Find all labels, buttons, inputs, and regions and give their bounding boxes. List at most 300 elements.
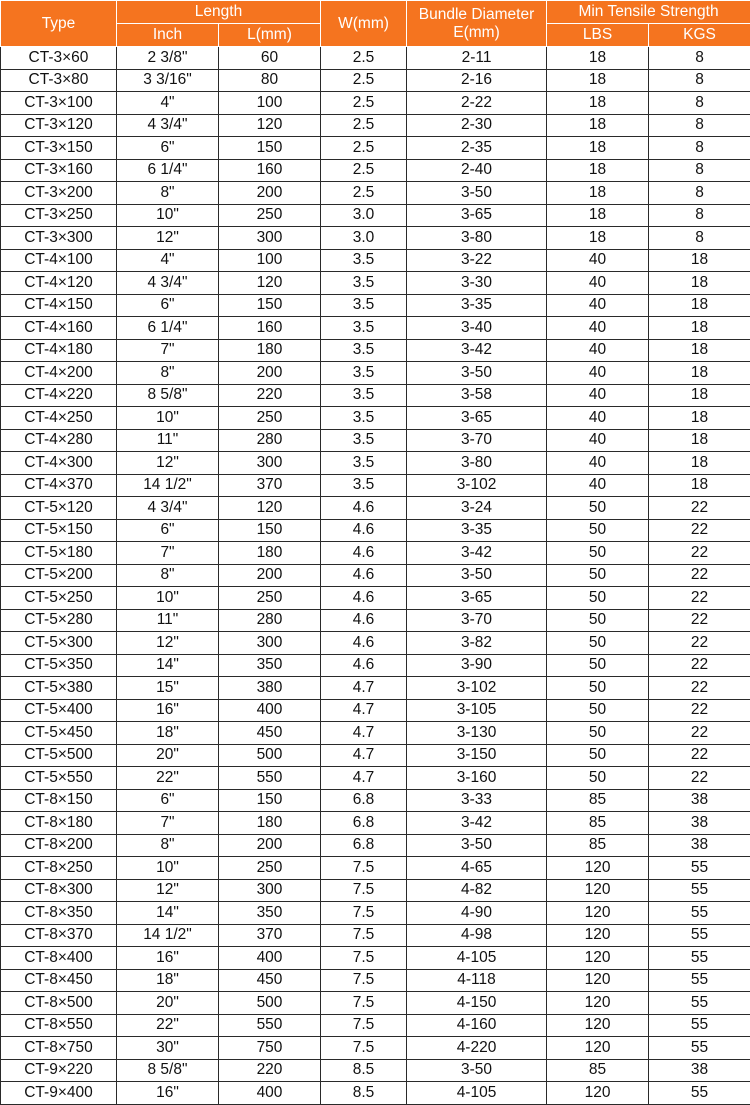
cell-bundle-diameter: 3-35 <box>407 294 547 317</box>
table-row <box>1 339 750 362</box>
cell-type: CT-8×550 <box>1 1014 117 1037</box>
table-row <box>1 1059 750 1082</box>
cell-type: CT-5×300 <box>1 632 117 655</box>
cell-kgs: 22 <box>649 677 750 700</box>
cell-lbs: 18 <box>547 227 649 250</box>
cell-length-mm: 220 <box>219 384 321 407</box>
cell-type: CT-8×500 <box>1 992 117 1015</box>
cell-width: 4.6 <box>321 632 407 655</box>
table-body <box>1 47 750 1105</box>
header-bundle-diameter <box>407 1 547 47</box>
cell-kgs: 55 <box>649 902 750 925</box>
cell-kgs: 18 <box>649 339 750 362</box>
cell-kgs: 55 <box>649 969 750 992</box>
cell-lbs: 120 <box>547 947 649 970</box>
table-row <box>1 519 750 542</box>
cell-length-mm: 250 <box>219 204 321 227</box>
table-row <box>1 609 750 632</box>
cell-kgs: 22 <box>649 744 750 767</box>
cell-lbs: 18 <box>547 204 649 227</box>
table-row <box>1 159 750 182</box>
cell-lbs: 40 <box>547 407 649 430</box>
cell-kgs: 8 <box>649 69 750 92</box>
table-header <box>1 1 750 47</box>
cell-type: CT-5×250 <box>1 587 117 610</box>
cell-length-mm: 380 <box>219 677 321 700</box>
cell-type: CT-3×150 <box>1 137 117 160</box>
cell-lbs: 40 <box>547 384 649 407</box>
table-row <box>1 204 750 227</box>
cell-lbs: 18 <box>547 137 649 160</box>
cell-lbs: 50 <box>547 542 649 565</box>
cell-lbs: 85 <box>547 834 649 857</box>
cell-inch: 8 5/8" <box>117 1059 219 1082</box>
cell-length-mm: 180 <box>219 542 321 565</box>
cell-length-mm: 200 <box>219 834 321 857</box>
table-row <box>1 947 750 970</box>
cell-length-mm: 150 <box>219 519 321 542</box>
cell-lbs: 50 <box>547 632 649 655</box>
cell-length-mm: 60 <box>219 47 321 70</box>
cell-width: 3.0 <box>321 227 407 250</box>
table-row <box>1 924 750 947</box>
cell-bundle-diameter: 4-82 <box>407 879 547 902</box>
cell-length-mm: 750 <box>219 1037 321 1060</box>
table-row <box>1 812 750 835</box>
cell-width: 4.7 <box>321 744 407 767</box>
cell-lbs: 50 <box>547 609 649 632</box>
cell-bundle-diameter: 4-160 <box>407 1014 547 1037</box>
cell-width: 3.5 <box>321 294 407 317</box>
cell-bundle-diameter: 3-50 <box>407 362 547 385</box>
cell-type: CT-3×200 <box>1 182 117 205</box>
cell-length-mm: 500 <box>219 744 321 767</box>
cell-inch: 8" <box>117 182 219 205</box>
cell-width: 3.5 <box>321 429 407 452</box>
cell-width: 3.5 <box>321 272 407 295</box>
cell-bundle-diameter: 3-50 <box>407 564 547 587</box>
cell-lbs: 120 <box>547 992 649 1015</box>
cell-length-mm: 120 <box>219 272 321 295</box>
cell-bundle-diameter: 3-65 <box>407 204 547 227</box>
cell-inch: 7" <box>117 542 219 565</box>
cell-width: 3.0 <box>321 204 407 227</box>
cell-inch: 4" <box>117 92 219 115</box>
cell-type: CT-8×350 <box>1 902 117 925</box>
cell-kgs: 22 <box>649 722 750 745</box>
cell-bundle-diameter: 4-105 <box>407 1082 547 1105</box>
table-row <box>1 857 750 880</box>
cell-inch: 14" <box>117 654 219 677</box>
cell-bundle-diameter: 3-65 <box>407 587 547 610</box>
header-inch: Inch <box>117 24 219 47</box>
cell-width: 3.5 <box>321 407 407 430</box>
table-row <box>1 699 750 722</box>
table-row <box>1 789 750 812</box>
cell-length-mm: 550 <box>219 767 321 790</box>
cell-inch: 14" <box>117 902 219 925</box>
header-bundle-line1: Bundle Diameter <box>419 6 534 23</box>
cell-length-mm: 300 <box>219 879 321 902</box>
cell-kgs: 18 <box>649 272 750 295</box>
table-row <box>1 69 750 92</box>
table-row <box>1 114 750 137</box>
cell-bundle-diameter: 4-65 <box>407 857 547 880</box>
cell-lbs: 120 <box>547 924 649 947</box>
cell-inch: 7" <box>117 339 219 362</box>
cell-kgs: 8 <box>649 137 750 160</box>
cell-length-mm: 150 <box>219 294 321 317</box>
cell-lbs: 85 <box>547 812 649 835</box>
cell-width: 7.5 <box>321 924 407 947</box>
cell-bundle-diameter: 3-160 <box>407 767 547 790</box>
cell-length-mm: 200 <box>219 362 321 385</box>
cell-type: CT-4×220 <box>1 384 117 407</box>
cell-width: 2.5 <box>321 47 407 70</box>
cell-width: 4.7 <box>321 722 407 745</box>
table-row <box>1 362 750 385</box>
cell-width: 3.5 <box>321 362 407 385</box>
cell-type: CT-8×150 <box>1 789 117 812</box>
cell-type: CT-4×160 <box>1 317 117 340</box>
header-tensile-strength: Min Tensile Strength <box>547 1 750 24</box>
cell-kgs: 18 <box>649 429 750 452</box>
cell-inch: 6" <box>117 519 219 542</box>
header-bundle-line2: E(mm) <box>453 24 500 41</box>
cell-kgs: 22 <box>649 497 750 520</box>
cell-bundle-diameter: 2-30 <box>407 114 547 137</box>
cell-length-mm: 200 <box>219 182 321 205</box>
cell-type: CT-5×400 <box>1 699 117 722</box>
cell-type: CT-5×380 <box>1 677 117 700</box>
cell-length-mm: 120 <box>219 114 321 137</box>
cell-length-mm: 370 <box>219 924 321 947</box>
cell-type: CT-5×500 <box>1 744 117 767</box>
cell-width: 2.5 <box>321 182 407 205</box>
cell-bundle-diameter: 4-220 <box>407 1037 547 1060</box>
header-length-mm: L(mm) <box>219 24 321 47</box>
cell-kgs: 18 <box>649 452 750 475</box>
cell-lbs: 40 <box>547 362 649 385</box>
table-row <box>1 1014 750 1037</box>
cell-width: 4.6 <box>321 519 407 542</box>
table-row <box>1 407 750 430</box>
cell-lbs: 18 <box>547 114 649 137</box>
cell-type: CT-5×150 <box>1 519 117 542</box>
cell-width: 4.6 <box>321 542 407 565</box>
cell-length-mm: 180 <box>219 812 321 835</box>
cell-length-mm: 350 <box>219 654 321 677</box>
table-row <box>1 969 750 992</box>
cell-kgs: 22 <box>649 542 750 565</box>
cell-bundle-diameter: 3-58 <box>407 384 547 407</box>
cell-kgs: 22 <box>649 564 750 587</box>
cell-bundle-diameter: 3-30 <box>407 272 547 295</box>
cell-length-mm: 150 <box>219 789 321 812</box>
cell-bundle-diameter: 3-35 <box>407 519 547 542</box>
cell-kgs: 55 <box>649 1037 750 1060</box>
cell-length-mm: 200 <box>219 564 321 587</box>
cell-type: CT-3×160 <box>1 159 117 182</box>
cell-bundle-diameter: 3-40 <box>407 317 547 340</box>
cell-lbs: 50 <box>547 767 649 790</box>
cell-length-mm: 280 <box>219 429 321 452</box>
cell-lbs: 50 <box>547 519 649 542</box>
table-row <box>1 317 750 340</box>
cell-width: 4.6 <box>321 497 407 520</box>
cell-type: CT-4×280 <box>1 429 117 452</box>
cell-lbs: 50 <box>547 497 649 520</box>
cell-type: CT-5×180 <box>1 542 117 565</box>
cell-lbs: 85 <box>547 1059 649 1082</box>
cell-length-mm: 500 <box>219 992 321 1015</box>
table-row <box>1 1082 750 1105</box>
cell-inch: 4" <box>117 249 219 272</box>
cell-kgs: 8 <box>649 204 750 227</box>
cell-bundle-diameter: 3-70 <box>407 429 547 452</box>
cell-type: CT-8×250 <box>1 857 117 880</box>
cell-kgs: 22 <box>649 699 750 722</box>
cell-length-mm: 400 <box>219 947 321 970</box>
cell-type: CT-4×370 <box>1 474 117 497</box>
cell-bundle-diameter: 3-102 <box>407 677 547 700</box>
cell-width: 2.5 <box>321 137 407 160</box>
table-row <box>1 542 750 565</box>
cell-bundle-diameter: 3-42 <box>407 812 547 835</box>
cell-lbs: 120 <box>547 1014 649 1037</box>
cell-width: 2.5 <box>321 159 407 182</box>
cell-width: 3.5 <box>321 249 407 272</box>
cell-inch: 11" <box>117 609 219 632</box>
cell-lbs: 120 <box>547 1037 649 1060</box>
cell-length-mm: 160 <box>219 317 321 340</box>
cell-width: 8.5 <box>321 1082 407 1105</box>
cell-bundle-diameter: 3-22 <box>407 249 547 272</box>
cell-length-mm: 300 <box>219 632 321 655</box>
cell-width: 6.8 <box>321 812 407 835</box>
cell-length-mm: 450 <box>219 722 321 745</box>
cell-lbs: 40 <box>547 452 649 475</box>
cell-length-mm: 450 <box>219 969 321 992</box>
cell-inch: 10" <box>117 587 219 610</box>
cell-bundle-diameter: 4-150 <box>407 992 547 1015</box>
cell-lbs: 120 <box>547 902 649 925</box>
cell-bundle-diameter: 3-50 <box>407 182 547 205</box>
cell-type: CT-3×300 <box>1 227 117 250</box>
cell-inch: 8" <box>117 564 219 587</box>
cell-width: 7.5 <box>321 879 407 902</box>
table-row <box>1 992 750 1015</box>
table-row <box>1 137 750 160</box>
cell-inch: 20" <box>117 992 219 1015</box>
cell-inch: 18" <box>117 969 219 992</box>
cell-bundle-diameter: 3-24 <box>407 497 547 520</box>
cell-length-mm: 300 <box>219 452 321 475</box>
cell-length-mm: 550 <box>219 1014 321 1037</box>
cell-lbs: 18 <box>547 159 649 182</box>
cell-type: CT-3×250 <box>1 204 117 227</box>
cell-type: CT-3×100 <box>1 92 117 115</box>
cell-inch: 2 3/8" <box>117 47 219 70</box>
cell-inch: 22" <box>117 767 219 790</box>
cell-width: 7.5 <box>321 947 407 970</box>
cell-inch: 14 1/2" <box>117 474 219 497</box>
cell-width: 7.5 <box>321 1014 407 1037</box>
cell-kgs: 55 <box>649 1082 750 1105</box>
cell-kgs: 55 <box>649 879 750 902</box>
cell-type: CT-4×150 <box>1 294 117 317</box>
cell-kgs: 8 <box>649 159 750 182</box>
cell-length-mm: 300 <box>219 227 321 250</box>
cell-type: CT-4×120 <box>1 272 117 295</box>
cell-width: 4.6 <box>321 654 407 677</box>
cell-length-mm: 100 <box>219 92 321 115</box>
table-row <box>1 834 750 857</box>
table-row <box>1 47 750 70</box>
cell-kgs: 22 <box>649 609 750 632</box>
cell-width: 4.7 <box>321 677 407 700</box>
cell-type: CT-3×80 <box>1 69 117 92</box>
cell-kgs: 38 <box>649 812 750 835</box>
cell-inch: 10" <box>117 407 219 430</box>
cell-width: 4.6 <box>321 587 407 610</box>
cell-width: 7.5 <box>321 969 407 992</box>
cell-type: CT-5×350 <box>1 654 117 677</box>
cell-inch: 8" <box>117 834 219 857</box>
cell-lbs: 50 <box>547 722 649 745</box>
cell-width: 7.5 <box>321 992 407 1015</box>
cell-bundle-diameter: 3-82 <box>407 632 547 655</box>
cell-length-mm: 350 <box>219 902 321 925</box>
table-row <box>1 564 750 587</box>
cell-inch: 22" <box>117 1014 219 1037</box>
table-row <box>1 722 750 745</box>
cell-kgs: 18 <box>649 407 750 430</box>
cell-kgs: 18 <box>649 384 750 407</box>
cell-type: CT-8×750 <box>1 1037 117 1060</box>
cell-bundle-diameter: 3-70 <box>407 609 547 632</box>
cell-kgs: 38 <box>649 834 750 857</box>
cell-inch: 6 1/4" <box>117 317 219 340</box>
cell-length-mm: 180 <box>219 339 321 362</box>
cell-width: 2.5 <box>321 92 407 115</box>
table-row <box>1 272 750 295</box>
cell-lbs: 50 <box>547 699 649 722</box>
cell-lbs: 120 <box>547 857 649 880</box>
cell-type: CT-3×120 <box>1 114 117 137</box>
cell-inch: 3 3/16" <box>117 69 219 92</box>
cell-kgs: 55 <box>649 857 750 880</box>
header-type: Type <box>1 1 117 47</box>
cell-lbs: 50 <box>547 677 649 700</box>
table-row <box>1 429 750 452</box>
cell-length-mm: 80 <box>219 69 321 92</box>
cell-type: CT-8×400 <box>1 947 117 970</box>
cell-length-mm: 400 <box>219 699 321 722</box>
cell-bundle-diameter: 4-118 <box>407 969 547 992</box>
cell-bundle-diameter: 3-150 <box>407 744 547 767</box>
cell-length-mm: 160 <box>219 159 321 182</box>
cell-width: 8.5 <box>321 1059 407 1082</box>
cell-bundle-diameter: 2-16 <box>407 69 547 92</box>
header-length: Length <box>117 1 321 24</box>
cell-inch: 14 1/2" <box>117 924 219 947</box>
cell-inch: 12" <box>117 632 219 655</box>
cell-type: CT-5×550 <box>1 767 117 790</box>
cell-lbs: 18 <box>547 69 649 92</box>
cell-inch: 16" <box>117 1082 219 1105</box>
cell-bundle-diameter: 2-35 <box>407 137 547 160</box>
cell-type: CT-8×200 <box>1 834 117 857</box>
cell-bundle-diameter: 4-90 <box>407 902 547 925</box>
cell-bundle-diameter: 3-42 <box>407 542 547 565</box>
table-row <box>1 249 750 272</box>
cell-bundle-diameter: 3-50 <box>407 834 547 857</box>
cell-length-mm: 250 <box>219 587 321 610</box>
table-row <box>1 1037 750 1060</box>
cell-kgs: 22 <box>649 767 750 790</box>
cell-kgs: 18 <box>649 249 750 272</box>
cell-length-mm: 100 <box>219 249 321 272</box>
table-row <box>1 587 750 610</box>
cell-kgs: 8 <box>649 47 750 70</box>
cell-type: CT-8×370 <box>1 924 117 947</box>
cell-width: 2.5 <box>321 69 407 92</box>
table-row <box>1 654 750 677</box>
cell-type: CT-8×450 <box>1 969 117 992</box>
cell-lbs: 120 <box>547 1082 649 1105</box>
cell-width: 4.7 <box>321 699 407 722</box>
cell-length-mm: 400 <box>219 1082 321 1105</box>
cell-kgs: 18 <box>649 474 750 497</box>
cell-length-mm: 250 <box>219 857 321 880</box>
cell-kgs: 8 <box>649 227 750 250</box>
cell-type: CT-9×220 <box>1 1059 117 1082</box>
cell-inch: 16" <box>117 699 219 722</box>
cell-lbs: 40 <box>547 474 649 497</box>
cell-width: 7.5 <box>321 902 407 925</box>
cell-length-mm: 250 <box>219 407 321 430</box>
cell-inch: 4 3/4" <box>117 272 219 295</box>
cell-width: 2.5 <box>321 114 407 137</box>
cell-bundle-diameter: 3-130 <box>407 722 547 745</box>
cell-inch: 10" <box>117 857 219 880</box>
cell-type: CT-8×300 <box>1 879 117 902</box>
cell-inch: 30" <box>117 1037 219 1060</box>
cell-bundle-diameter: 3-65 <box>407 407 547 430</box>
cell-bundle-diameter: 4-98 <box>407 924 547 947</box>
cell-type: CT-4×100 <box>1 249 117 272</box>
cell-width: 6.8 <box>321 789 407 812</box>
table-row <box>1 767 750 790</box>
cell-type: CT-5×120 <box>1 497 117 520</box>
cell-kgs: 55 <box>649 947 750 970</box>
cell-inch: 6" <box>117 137 219 160</box>
table-row <box>1 474 750 497</box>
cell-width: 6.8 <box>321 834 407 857</box>
cell-width: 7.5 <box>321 1037 407 1060</box>
cell-bundle-diameter: 2-22 <box>407 92 547 115</box>
cell-bundle-diameter: 2-40 <box>407 159 547 182</box>
cell-inch: 4 3/4" <box>117 114 219 137</box>
cell-bundle-diameter: 3-102 <box>407 474 547 497</box>
cell-type: CT-3×60 <box>1 47 117 70</box>
cell-bundle-diameter: 3-50 <box>407 1059 547 1082</box>
cell-width: 3.5 <box>321 339 407 362</box>
cell-kgs: 22 <box>649 587 750 610</box>
cell-inch: 16" <box>117 947 219 970</box>
table-row <box>1 902 750 925</box>
